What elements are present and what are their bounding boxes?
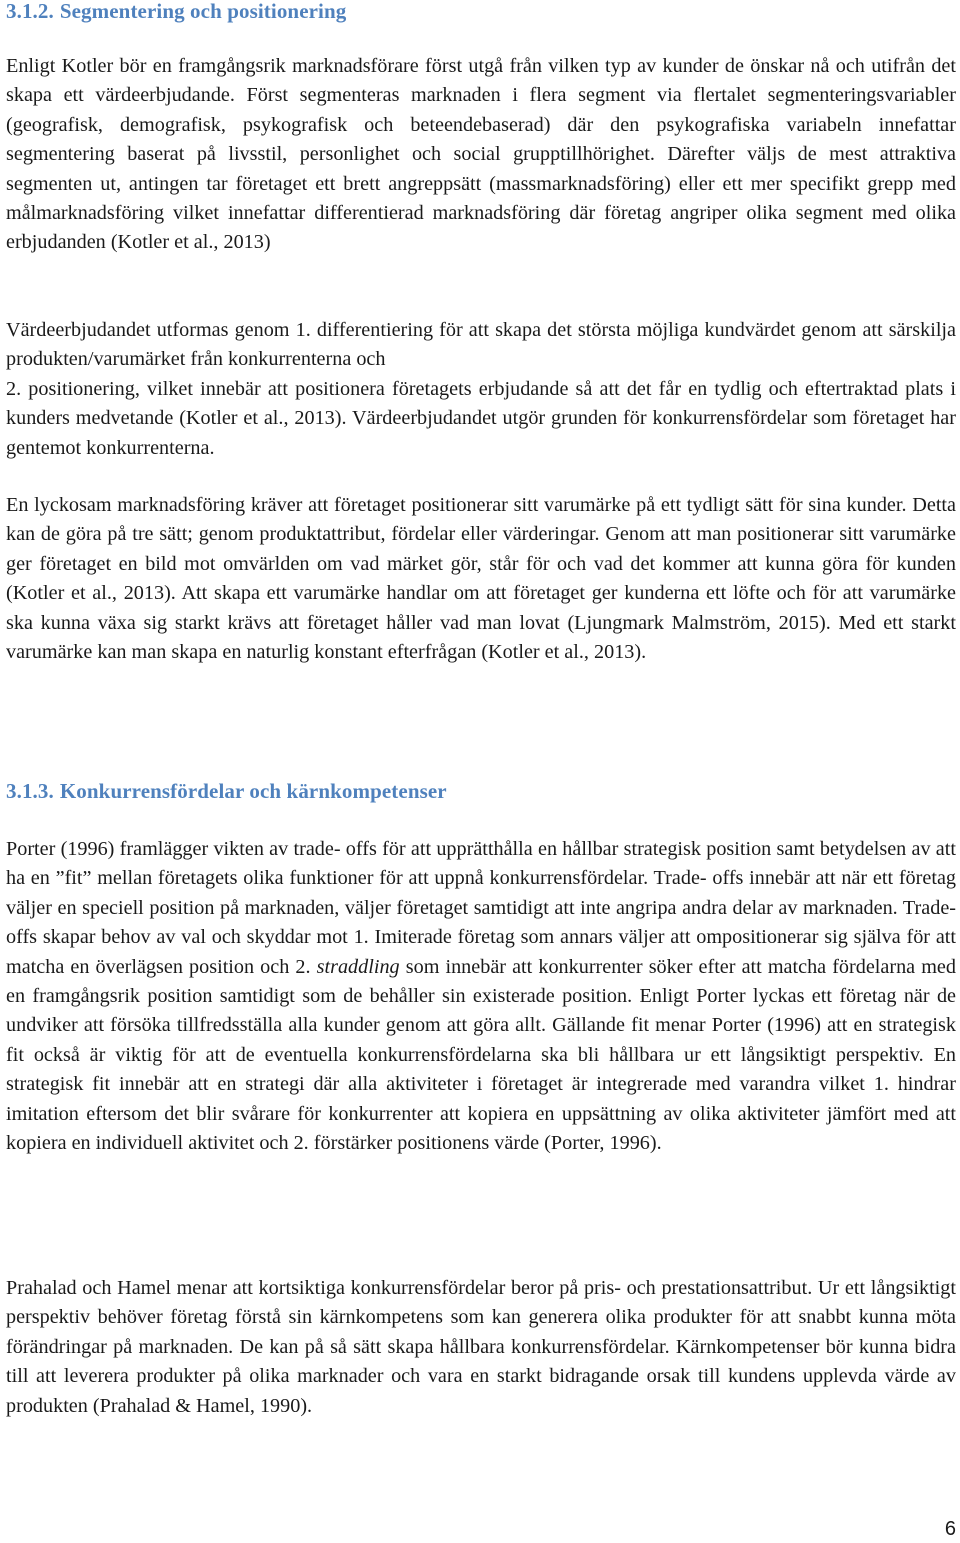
paragraph-porter — [6, 835, 956, 1158]
section-title: Segmentering och positionering — [59, 0, 347, 23]
page-number: 6 — [944, 1518, 956, 1540]
porter-text-part1: Porter (1996) framlägger vikten av trade- offs för att upprätthålla en hållbar strategisk position samt betydelsen av att ha en ”fit” mellan företagets olika funktioner för att uppnå konkurrensfördelar. Trade- offs innebär att när ett företag väljer en speciell position på marknaden, väljer företaget samtidigt att inte angripa andra delar av marknaden. Trade- offs skapar behov av val och skyddar mot 1. Imiterade företag som annars väljer att ompositionerar sig själva för att matcha en överlägsen position och 2. — [6, 838, 956, 978]
paragraph-line-positionering: 2. positionering, vilket innebär att positionera företagets erbjudande så att det får en tydlig och eftertraktad plats i kunders medvetande (Kotler et al., 2013). Värdeerbjudandet utgör grunden för konkurrensfördelar som företaget har gentemot konkurrenterna. — [6, 377, 956, 459]
paragraph-vardeerbjudande — [6, 316, 956, 463]
section-number: 3.1.2. — [6, 0, 54, 23]
porter-emphasis-straddling: straddling — [316, 955, 400, 978]
porter-text-part2: som innebär att konkurrenter söker efter att matcha fördelarna med en framgångsrik position samtidigt som de behåller sin existerade position. Enligt Porter lyckas ett företag när de undviker att försöka tillfredsställa alla kunder genom att göra allt. Gällande fit menar Porter (1996) att en strategisk fit också är viktig för att de eventuella konkurrensfördelarna ska bli hållbara ur ett långsiktigt perspektiv. En strategisk fit innebär att en strategi där alla aktiviteter i företaget är integrerade med varandra vilket 1. hindrar imitation eftersom det blir svårare för konkurrenter att kopiera en uppsättning av olika aktiviteter jämfört med att kopiera en individuell aktivitet och 2. förstärker positionens värde (Porter, 1996). — [6, 955, 956, 1155]
section-number: 3.1.3. — [6, 779, 54, 803]
paragraph-varumarke: En lyckosam marknadsföring kräver att företaget positionerar sitt varumärke på ett tydligt sätt för sina kunder. Detta kan de göra på tre sätt; genom produktattribut, fördelar eller värderingar. Genom att man positionerar sitt varumärke ger företaget en bild mot omvärlden om vad märket gör, står för och vad det kommer att kunna göra för kunden (Kotler et al., 2013). Att skapa ett varumärke handlar om att företaget ger kunderna ett löfte och för att varumärke ska kunna växa sig starkt krävs att företaget håller vad man lovat (Ljungmark Malmström, 2015). Med ett starkt varumärke kan man skapa en naturlig konstant efterfrågan (Kotler et al., 2013). — [6, 494, 956, 664]
paragraph-prahalad-hamel: Prahalad och Hamel menar att kortsiktiga konkurrensfördelar beror på pris- och prestationsattribut. Ur ett långsiktigt perspektiv behöver företag förstå sin kärnkompetens som kan generera olika produkter för att snabbt kunna möta förändringar på marknaden. De kan på så sätt skapa hållbara konkurrensfördelar. Kärnkompetenser bör kunna bidra till att leverera produkter på olika marknader och vara en starkt bidragande orsak till kundens upplevda värde av produkten (Prahalad & Hamel, 1990). — [6, 1277, 956, 1417]
section-heading-3-1-2 — [6, 0, 346, 24]
section-heading-3-1-3 — [6, 778, 447, 804]
paragraph-segmentering: Enligt Kotler bör en framgångsrik marknadsförare först utgå från vilken typ av kunder de önskar nå och utifrån det skapa ett värdeerbjudande. Först segmenteras marknaden i flera segment via flertalet segmenteringsvariabler (geografisk, demografisk, psykografisk och beteendebaserad) där den psykografiska variabeln innefattar segmentering baserat på livsstil, personlighet och social grupptillhörighet. Därefter väljs de mest attraktiva segmenten ut, antingen tar företaget ett brett angreppsätt (massmarknadsföring) eller ett mer specifikt grepp med målmarknadsföring vilket innefattar differentierad marknadsföring där företag angriper olika segment med olika erbjudanden (Kotler et al., 2013) — [6, 55, 956, 254]
paragraph-line-differentiering: Värdeerbjudandet utformas genom 1. differentiering för att skapa det största möjliga kundvärdet genom att särskilja produkten/varumärket från konkurrenterna och — [6, 319, 956, 371]
section-title: Konkurrensfördelar och kärnkompetenser — [59, 779, 447, 803]
